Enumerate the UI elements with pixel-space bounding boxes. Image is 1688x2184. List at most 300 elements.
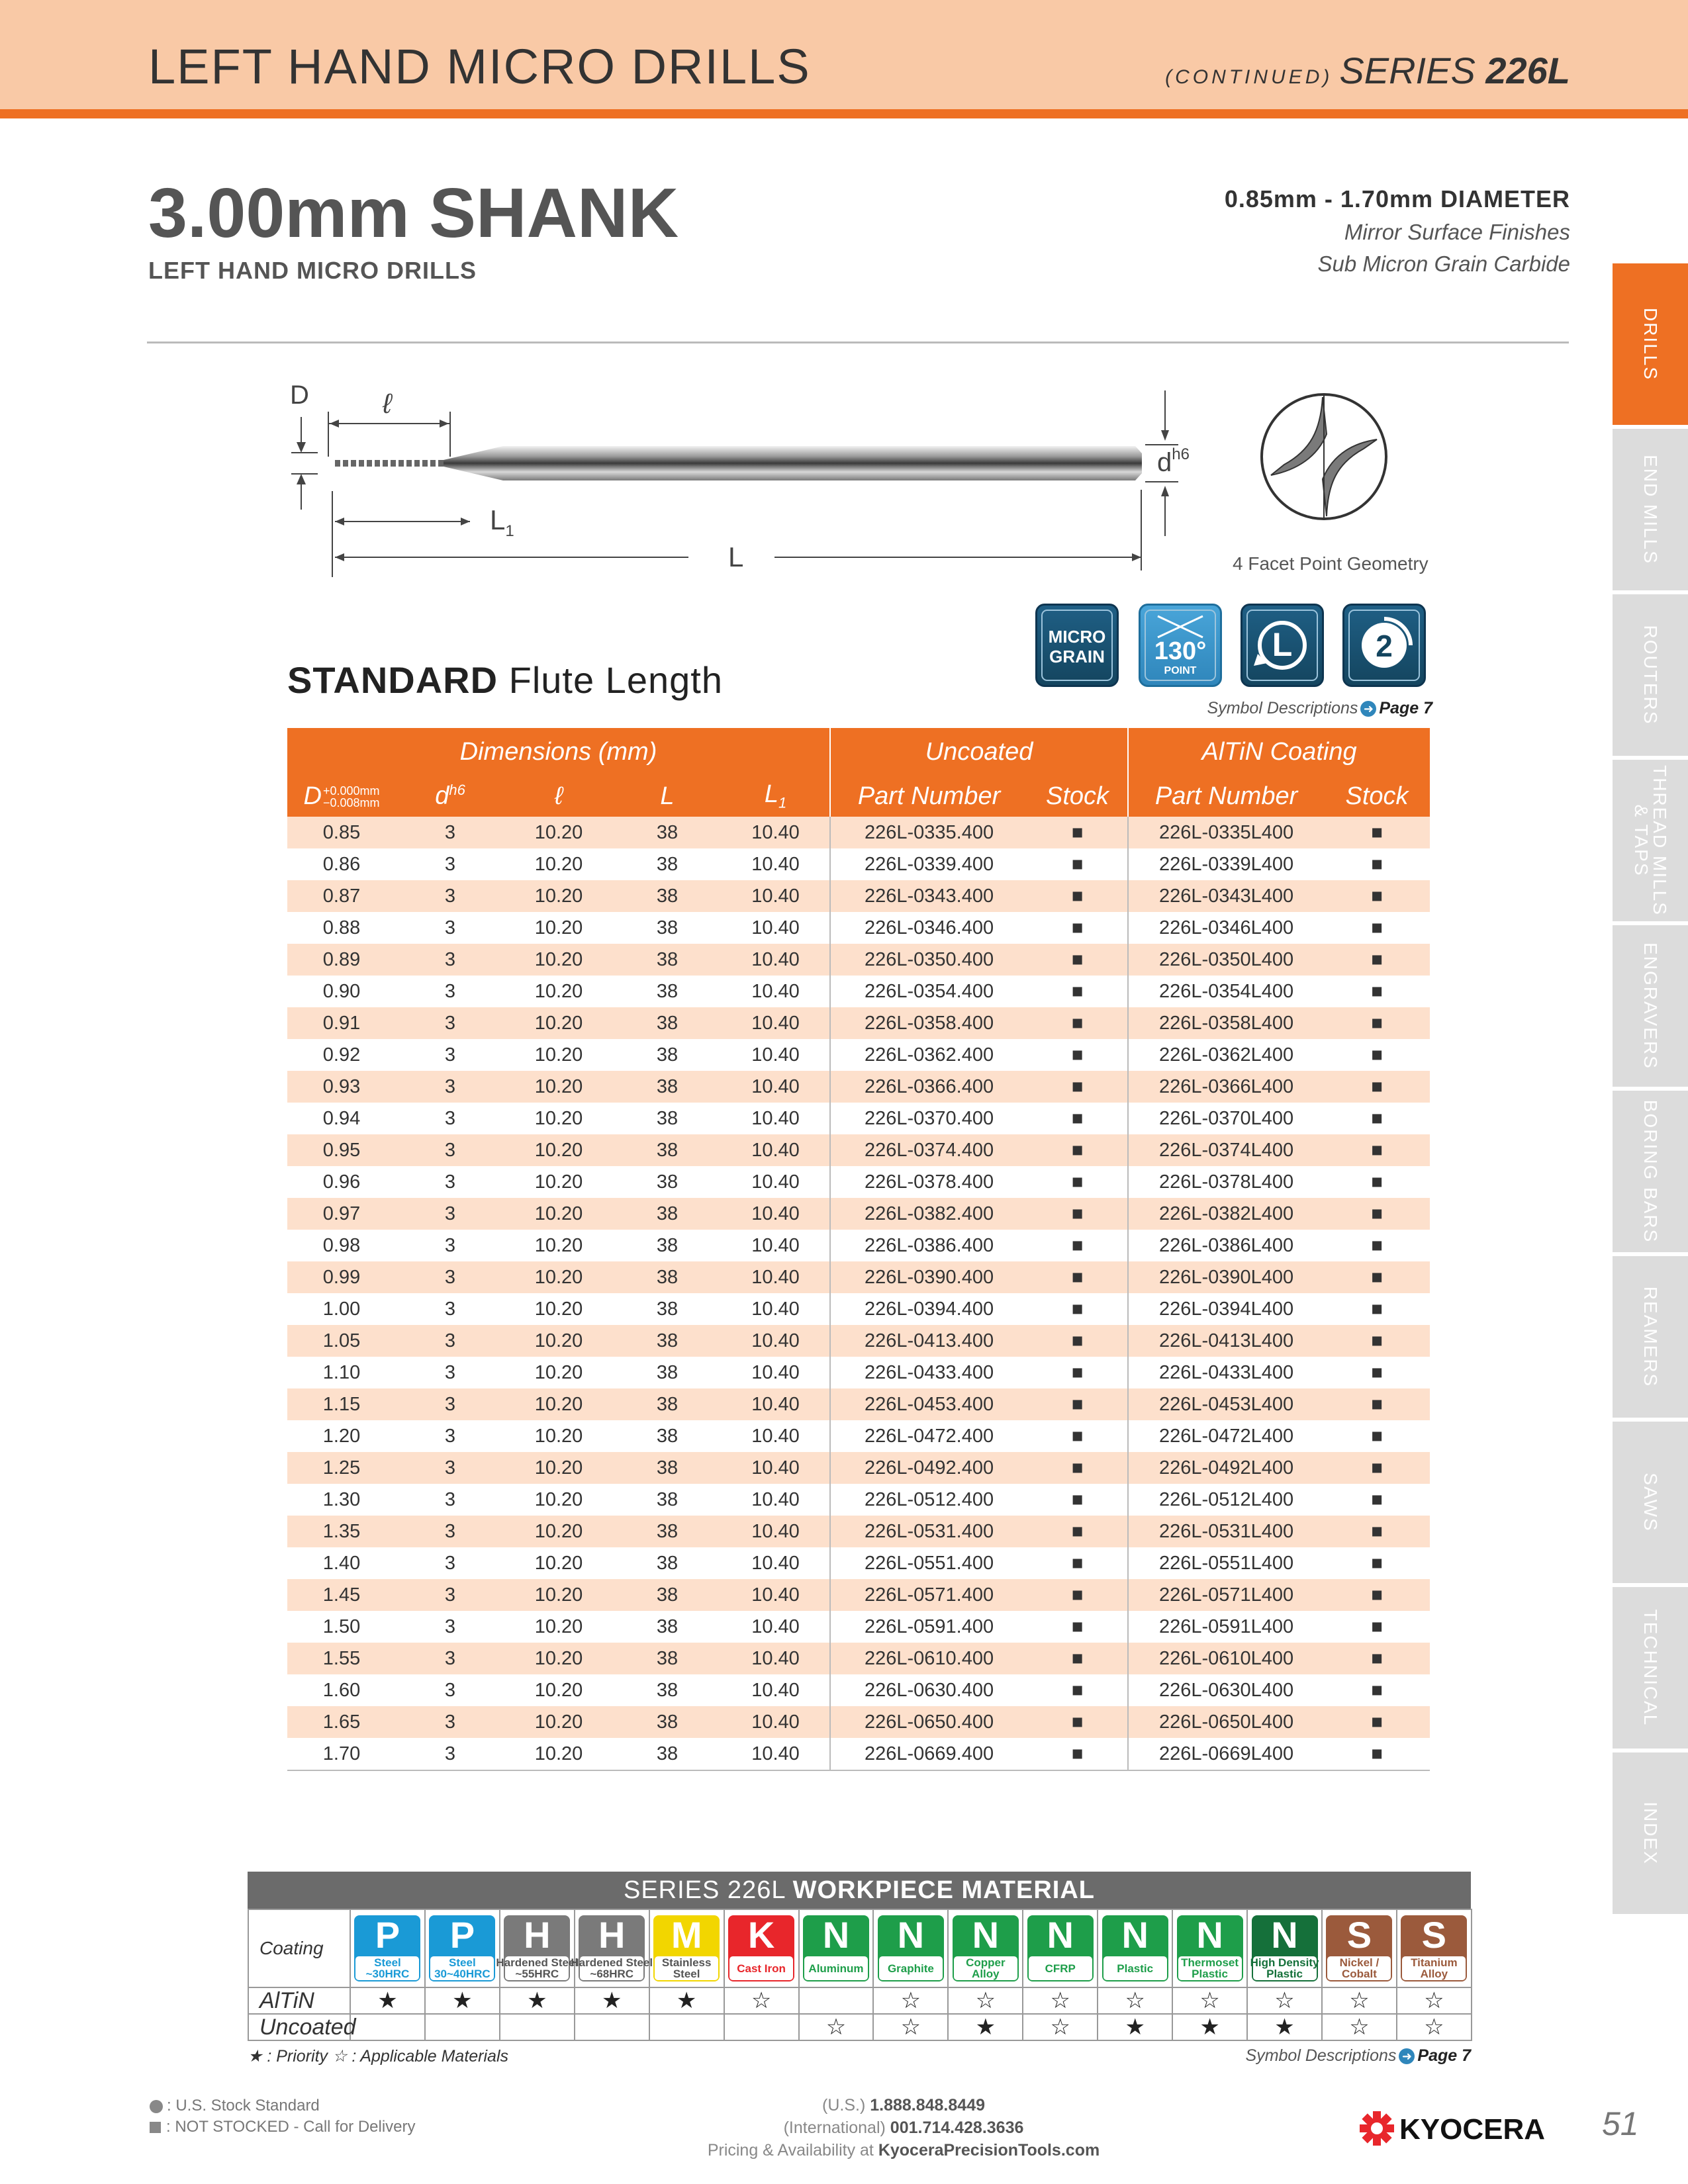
altin-rating: ★ xyxy=(500,1987,575,2014)
continued-label: (CONTINUED) xyxy=(1165,66,1333,88)
cell-L1: 10.40 xyxy=(722,1516,830,1547)
cell-d: 3 xyxy=(396,1357,504,1388)
material-letter: P xyxy=(375,1914,400,1956)
cell-l: 10.20 xyxy=(504,1293,613,1325)
material-cell xyxy=(873,1909,948,1987)
material-cell xyxy=(724,1909,799,1987)
cell-d: 3 xyxy=(396,1611,504,1643)
cell-part-altin: 226L-0413L400 xyxy=(1128,1325,1324,1357)
cell-L: 38 xyxy=(613,1674,722,1706)
cell-L1: 10.40 xyxy=(722,1166,830,1198)
cell-d: 3 xyxy=(396,1103,504,1134)
point-angle-text: 130° xyxy=(1154,637,1207,665)
cell-L: 38 xyxy=(613,1516,722,1547)
side-tab-engravers[interactable] xyxy=(1613,925,1688,1091)
cell-part-uncoated: 226L-0650.400 xyxy=(830,1706,1027,1738)
material-caption: Stainless Steel xyxy=(655,1956,718,1980)
cell-L: 38 xyxy=(613,1039,722,1071)
cell-part-altin: 226L-0433L400 xyxy=(1128,1357,1324,1388)
uncoated-rating xyxy=(724,2014,799,2040)
cell-d: 3 xyxy=(396,1579,504,1611)
side-tab-drills[interactable] xyxy=(1613,263,1688,429)
us-phone[interactable]: 1.888.848.8449 xyxy=(870,2096,985,2115)
cell-part-uncoated: 226L-0669.400 xyxy=(830,1738,1027,1770)
cell-stock-uncoated: ■ xyxy=(1027,1738,1128,1770)
cell-L: 38 xyxy=(613,944,722,976)
cell-D: 0.91 xyxy=(287,1007,396,1039)
uncoated-rating xyxy=(500,2014,575,2040)
cell-stock-uncoated: ■ xyxy=(1027,848,1128,880)
cell-stock-uncoated: ■ xyxy=(1027,1198,1128,1230)
table-row xyxy=(287,1134,1430,1166)
material-caption: Cast Iron xyxy=(729,1956,793,1980)
cell-l: 10.20 xyxy=(504,1738,613,1770)
cell-D: 0.93 xyxy=(287,1071,396,1103)
side-tab-label: INDEX xyxy=(1640,1801,1661,1865)
dim-l-label: ℓ xyxy=(383,388,392,419)
cell-D: 0.95 xyxy=(287,1134,396,1166)
cell-D: 0.87 xyxy=(287,880,396,912)
cell-part-altin: 226L-0382L400 xyxy=(1128,1198,1324,1230)
col-stock-altin: Stock xyxy=(1324,776,1430,817)
cell-D: 0.92 xyxy=(287,1039,396,1071)
cell-stock-altin: ■ xyxy=(1324,1071,1430,1103)
cell-part-uncoated: 226L-0358.400 xyxy=(830,1007,1027,1039)
circle-bullet-icon xyxy=(150,2100,163,2113)
dim-d-label: $d^{h6}$ xyxy=(1157,445,1190,477)
intl-phone[interactable]: 001.714.428.3636 xyxy=(890,2118,1024,2137)
cell-L: 38 xyxy=(613,1547,722,1579)
cell-l: 10.20 xyxy=(504,1547,613,1579)
product-rows xyxy=(287,817,1430,1770)
cell-D: 0.86 xyxy=(287,848,396,880)
cell-part-altin: 226L-0366L400 xyxy=(1128,1071,1324,1103)
altin-rating: ☆ xyxy=(724,1987,799,2014)
symbol-descriptions-link-bottom[interactable] xyxy=(1246,2046,1471,2066)
cell-part-uncoated: 226L-0453.400 xyxy=(830,1388,1027,1420)
uncoated-rating: ☆ xyxy=(1322,2014,1397,2040)
table-row xyxy=(287,1103,1430,1134)
group-altin: AlTiN Coating xyxy=(1128,728,1430,776)
cell-D: 1.10 xyxy=(287,1357,396,1388)
material-cell xyxy=(571,1909,653,1987)
cell-D: 0.85 xyxy=(287,817,396,848)
cell-d: 3 xyxy=(396,848,504,880)
cell-part-uncoated: 226L-0472.400 xyxy=(830,1420,1027,1452)
cell-part-uncoated: 226L-0531.400 xyxy=(830,1516,1027,1547)
cell-L1: 10.40 xyxy=(722,1230,830,1261)
cell-stock-uncoated: ■ xyxy=(1027,1261,1128,1293)
col-part-number-altin: Part Number xyxy=(1128,776,1324,817)
stock-standard-text: : U.S. Stock Standard xyxy=(167,2097,320,2115)
cell-part-uncoated: 226L-0366.400 xyxy=(830,1071,1027,1103)
title-divider xyxy=(147,341,1569,343)
cell-part-uncoated: 226L-0354.400 xyxy=(830,976,1027,1007)
table-row xyxy=(287,1198,1430,1230)
altin-rating xyxy=(799,1987,874,2014)
material-letter: H xyxy=(598,1914,626,1956)
cell-d: 3 xyxy=(396,1388,504,1420)
altin-rating: ☆ xyxy=(1247,1987,1322,2014)
col-d: $d^{h6}$ xyxy=(396,776,504,817)
col-L1: $L_1$ xyxy=(722,776,830,817)
symbol-descriptions-page-bottom: Page 7 xyxy=(1417,2046,1471,2065)
material-n-icon xyxy=(803,1915,869,1981)
cell-L1: 10.40 xyxy=(722,1071,830,1103)
micro-grain-text-1: MICRO xyxy=(1048,627,1106,647)
D-tolerance: +0.000mm −0.008mm xyxy=(322,784,380,810)
cell-D: 0.88 xyxy=(287,912,396,944)
symbol-descriptions-link[interactable] xyxy=(1207,699,1432,718)
material-cell xyxy=(1247,1909,1322,1987)
cell-l: 10.20 xyxy=(504,976,613,1007)
side-tab-boring-bars[interactable] xyxy=(1613,1091,1688,1256)
cell-l: 10.20 xyxy=(504,1325,613,1357)
cell-L1: 10.40 xyxy=(722,1547,830,1579)
cell-part-uncoated: 226L-0343.400 xyxy=(830,880,1027,912)
arrow-right-icon: ➜ xyxy=(1399,2048,1415,2064)
cell-part-altin: 226L-0335L400 xyxy=(1128,817,1324,848)
material-cell xyxy=(1322,1909,1397,1987)
material-caption: Steel ~30HRC xyxy=(355,1956,419,1980)
altin-rating: ☆ xyxy=(1023,1987,1098,2014)
cell-stock-altin: ■ xyxy=(1324,1134,1430,1166)
material-s-icon xyxy=(1326,1915,1392,1981)
table-row xyxy=(287,1007,1430,1039)
cell-L: 38 xyxy=(613,1325,722,1357)
two-flute-icon xyxy=(1342,604,1426,687)
cell-D: 0.94 xyxy=(287,1103,396,1134)
altin-rating: ☆ xyxy=(873,1987,948,2014)
cell-l: 10.20 xyxy=(504,1484,613,1516)
table-row xyxy=(287,1738,1430,1770)
cell-part-altin: 226L-0386L400 xyxy=(1128,1230,1324,1261)
side-tab-technical[interactable] xyxy=(1613,1587,1688,1752)
cell-stock-uncoated: ■ xyxy=(1027,1643,1128,1674)
table-row xyxy=(287,1071,1430,1103)
micro-grain-text-2: GRAIN xyxy=(1049,647,1105,666)
material-n-icon xyxy=(1102,1915,1168,1981)
material-cell xyxy=(948,1909,1023,1987)
flute-length-rest: Flute Length xyxy=(498,659,723,701)
material-cell xyxy=(1397,1909,1472,1987)
cell-stock-uncoated: ■ xyxy=(1027,1579,1128,1611)
cell-L: 38 xyxy=(613,1293,722,1325)
cell-stock-altin: ■ xyxy=(1324,1007,1430,1039)
cell-part-uncoated: 226L-0339.400 xyxy=(830,848,1027,880)
cell-D: 1.60 xyxy=(287,1674,396,1706)
material-letter: K xyxy=(747,1914,775,1956)
cell-l: 10.20 xyxy=(504,1071,613,1103)
material-cell xyxy=(649,1909,724,1987)
cell-stock-altin: ■ xyxy=(1324,848,1430,880)
material-cell xyxy=(1172,1909,1247,1987)
material-s-icon xyxy=(1401,1915,1467,1981)
side-tab-routers[interactable] xyxy=(1613,594,1688,760)
uncoated-rating: ★ xyxy=(1247,2014,1322,2040)
material-caption: Plastic xyxy=(1103,1956,1167,1980)
cell-L1: 10.40 xyxy=(722,1357,830,1388)
uncoated-rating: ☆ xyxy=(799,2014,874,2040)
cell-part-uncoated: 226L-0362.400 xyxy=(830,1039,1027,1071)
workpiece-title-bold: WORKPIECE MATERIAL xyxy=(792,1876,1096,1904)
cell-L: 38 xyxy=(613,1261,722,1293)
side-tab-index[interactable] xyxy=(1613,1752,1688,1918)
intl-phone-line: (International) 001.714.428.3636 xyxy=(783,2118,1024,2137)
cell-stock-altin: ■ xyxy=(1324,1325,1430,1357)
material-p-icon xyxy=(429,1915,495,1981)
symbol-descriptions-label: Symbol Descriptions xyxy=(1207,699,1358,717)
cell-l: 10.20 xyxy=(504,880,613,912)
cell-stock-altin: ■ xyxy=(1324,880,1430,912)
cell-l: 10.20 xyxy=(504,1643,613,1674)
cell-part-uncoated: 226L-0610.400 xyxy=(830,1643,1027,1674)
cell-L1: 10.40 xyxy=(722,1579,830,1611)
material-n-icon xyxy=(953,1915,1019,1981)
cell-L: 38 xyxy=(613,1230,722,1261)
uncoated-rating: ★ xyxy=(1172,2014,1247,2040)
dim-L1-label: $L_1$ xyxy=(490,504,514,540)
cell-D: 0.89 xyxy=(287,944,396,976)
cell-D: 0.90 xyxy=(287,976,396,1007)
side-tab-thread-mills-taps[interactable] xyxy=(1613,760,1688,925)
altin-rating: ★ xyxy=(425,1987,500,2014)
cell-L: 38 xyxy=(613,1420,722,1452)
cell-d: 3 xyxy=(396,1484,504,1516)
cell-D: 1.05 xyxy=(287,1325,396,1357)
series-code: 226L xyxy=(1485,50,1570,91)
side-tab-reamers[interactable] xyxy=(1613,1256,1688,1422)
group-uncoated: Uncoated xyxy=(830,728,1128,776)
cell-l: 10.20 xyxy=(504,1103,613,1134)
material-letter: N xyxy=(1196,1914,1223,1956)
side-tab-end-mills[interactable] xyxy=(1613,429,1688,594)
cell-d: 3 xyxy=(396,912,504,944)
table-row xyxy=(287,1547,1430,1579)
material-letter: S xyxy=(1346,1914,1372,1956)
side-tab-saws[interactable] xyxy=(1613,1422,1688,1587)
coating-label: Coating xyxy=(248,1909,350,1987)
side-tab-label: ENGRAVERS xyxy=(1640,942,1661,1069)
cell-stock-uncoated: ■ xyxy=(1027,1547,1128,1579)
cell-L1: 10.40 xyxy=(722,1103,830,1134)
cell-L1: 10.40 xyxy=(722,1039,830,1071)
cell-stock-altin: ■ xyxy=(1324,1452,1430,1484)
cell-d: 3 xyxy=(396,1261,504,1293)
cell-stock-uncoated: ■ xyxy=(1027,1357,1128,1388)
cell-L: 38 xyxy=(613,912,722,944)
cell-L1: 10.40 xyxy=(722,1674,830,1706)
cell-part-uncoated: 226L-0350.400 xyxy=(830,944,1027,976)
group-dimensions: Dimensions (mm) xyxy=(287,728,830,776)
cell-l: 10.20 xyxy=(504,1388,613,1420)
cell-D: 1.70 xyxy=(287,1738,396,1770)
cell-d: 3 xyxy=(396,1039,504,1071)
cell-L1: 10.40 xyxy=(722,1643,830,1674)
cell-D: 1.20 xyxy=(287,1420,396,1452)
cell-part-uncoated: 226L-0394.400 xyxy=(830,1293,1027,1325)
kyocera-logo xyxy=(1357,2109,1546,2148)
cell-L1: 10.40 xyxy=(722,1484,830,1516)
cell-part-uncoated: 226L-0433.400 xyxy=(830,1357,1027,1388)
cell-l: 10.20 xyxy=(504,1166,613,1198)
not-stocked-text: : NOT STOCKED - Call for Delivery xyxy=(166,2118,416,2136)
cell-l: 10.20 xyxy=(504,817,613,848)
page-number: 51 xyxy=(1602,2105,1639,2142)
cell-stock-uncoated: ■ xyxy=(1027,1166,1128,1198)
cell-part-uncoated: 226L-0335.400 xyxy=(830,817,1027,848)
cell-d: 3 xyxy=(396,1198,504,1230)
table-row xyxy=(287,944,1430,976)
cell-D: 0.96 xyxy=(287,1166,396,1198)
cell-part-altin: 226L-0374L400 xyxy=(1128,1134,1324,1166)
cell-d: 3 xyxy=(396,1134,504,1166)
cell-L1: 10.40 xyxy=(722,1293,830,1325)
cell-part-altin: 226L-0453L400 xyxy=(1128,1388,1324,1420)
cell-stock-altin: ■ xyxy=(1324,1198,1430,1230)
cell-D: 1.45 xyxy=(287,1579,396,1611)
kyocera-wordmark: KYOCERA xyxy=(1399,2113,1546,2146)
dim-L-label: L xyxy=(728,541,744,572)
workpiece-material-table xyxy=(248,1909,1472,2041)
cell-part-uncoated: 226L-0591.400 xyxy=(830,1611,1027,1643)
cell-part-altin: 226L-0492L400 xyxy=(1128,1452,1324,1484)
side-tab-label: DRILLS xyxy=(1640,307,1661,381)
cell-L1: 10.40 xyxy=(722,817,830,848)
col-D: D +0.000mm −0.008mm xyxy=(287,776,396,817)
dim-D-label: D xyxy=(290,381,309,410)
cell-part-uncoated: 226L-0378.400 xyxy=(830,1166,1027,1198)
cell-L: 38 xyxy=(613,1103,722,1134)
cell-d: 3 xyxy=(396,1674,504,1706)
material-caption: Nickel / Cobalt xyxy=(1327,1956,1391,1980)
cell-stock-altin: ■ xyxy=(1324,1388,1430,1420)
cell-stock-uncoated: ■ xyxy=(1027,944,1128,976)
website-link[interactable]: KyoceraPrecisionTools.com xyxy=(878,2141,1100,2160)
cell-l: 10.20 xyxy=(504,1420,613,1452)
cell-part-altin: 226L-0571L400 xyxy=(1128,1579,1324,1611)
table-row xyxy=(287,976,1430,1007)
table-row xyxy=(287,1516,1430,1547)
uncoated-rating xyxy=(575,2014,649,2040)
table-row xyxy=(287,912,1430,944)
cell-part-altin: 226L-0591L400 xyxy=(1128,1611,1324,1643)
cell-L: 38 xyxy=(613,1738,722,1770)
cell-stock-uncoated: ■ xyxy=(1027,880,1128,912)
cell-l: 10.20 xyxy=(504,1706,613,1738)
cell-L1: 10.40 xyxy=(722,880,830,912)
page-title: LEFT HAND MICRO DRILLS xyxy=(148,39,811,94)
point-angle-icon xyxy=(1139,604,1222,687)
cell-stock-altin: ■ xyxy=(1324,817,1430,848)
material-h-icon xyxy=(571,1914,653,1981)
material-letter: S xyxy=(1421,1914,1447,1956)
drill-shank-shape xyxy=(444,446,1142,480)
cell-l: 10.20 xyxy=(504,1198,613,1230)
table-row xyxy=(287,1357,1430,1388)
cell-stock-uncoated: ■ xyxy=(1027,1293,1128,1325)
uncoated-rating: ☆ xyxy=(1023,2014,1098,2040)
cell-d: 3 xyxy=(396,944,504,976)
material-letter: N xyxy=(822,1914,850,1956)
uncoated-rating: ☆ xyxy=(1397,2014,1472,2040)
cell-stock-uncoated: ■ xyxy=(1027,1706,1128,1738)
cell-stock-uncoated: ■ xyxy=(1027,1484,1128,1516)
uncoated-rating xyxy=(649,2014,724,2040)
cell-L: 38 xyxy=(613,817,722,848)
table-row xyxy=(287,1325,1430,1357)
altin-rating: ★ xyxy=(350,1987,425,2014)
cell-l: 10.20 xyxy=(504,1357,613,1388)
point-angle-lines-icon xyxy=(1154,614,1207,640)
cell-d: 3 xyxy=(396,817,504,848)
material-cell xyxy=(1023,1909,1098,1987)
cell-l: 10.20 xyxy=(504,1452,613,1484)
cell-D: 0.97 xyxy=(287,1198,396,1230)
us-phone-line: (U.S.) 1.888.848.8449 xyxy=(822,2096,985,2115)
cell-stock-altin: ■ xyxy=(1324,1674,1430,1706)
cell-stock-uncoated: ■ xyxy=(1027,1452,1128,1484)
cell-L: 38 xyxy=(613,1484,722,1516)
cell-part-uncoated: 226L-0571.400 xyxy=(830,1579,1027,1611)
cell-stock-altin: ■ xyxy=(1324,1643,1430,1674)
uncoated-rating: ★ xyxy=(948,2014,1023,2040)
cell-L: 38 xyxy=(613,1134,722,1166)
material-n-icon xyxy=(878,1915,944,1981)
material-caption: Titanium Alloy xyxy=(1402,1956,1466,1980)
material-caption: Aluminum xyxy=(804,1956,868,1980)
cell-stock-uncoated: ■ xyxy=(1027,817,1128,848)
cell-stock-altin: ■ xyxy=(1324,944,1430,976)
uncoated-rating xyxy=(425,2014,500,2040)
cell-part-uncoated: 226L-0551.400 xyxy=(830,1547,1027,1579)
cell-stock-uncoated: ■ xyxy=(1027,1420,1128,1452)
cell-l: 10.20 xyxy=(504,912,613,944)
side-tab-label: SAWS xyxy=(1640,1473,1661,1532)
cell-d: 3 xyxy=(396,1738,504,1770)
material-caption: CFRP xyxy=(1029,1956,1092,1980)
material-letter: N xyxy=(1121,1914,1149,1956)
cell-d: 3 xyxy=(396,1452,504,1484)
cell-L: 38 xyxy=(613,1643,722,1674)
cell-L: 38 xyxy=(613,1388,722,1420)
table-row xyxy=(287,1420,1430,1452)
cell-stock-uncoated: ■ xyxy=(1027,1134,1128,1166)
material-letter: N xyxy=(897,1914,925,1956)
cell-part-uncoated: 226L-0386.400 xyxy=(830,1230,1027,1261)
left-hand-text: L xyxy=(1272,626,1293,663)
cell-L1: 10.40 xyxy=(722,1738,830,1770)
material-m-icon xyxy=(653,1915,720,1981)
cell-D: 1.55 xyxy=(287,1643,396,1674)
cell-d: 3 xyxy=(396,1007,504,1039)
workpiece-title-prefix: SERIES 226L xyxy=(623,1876,793,1904)
cell-stock-altin: ■ xyxy=(1324,1261,1430,1293)
col-l: ℓ xyxy=(504,776,613,817)
cell-d: 3 xyxy=(396,1293,504,1325)
cell-part-altin: 226L-0362L400 xyxy=(1128,1039,1324,1071)
material-n-icon xyxy=(1252,1915,1318,1981)
uncoated-rating: ★ xyxy=(1098,2014,1172,2040)
side-tab-label: BORING BARS xyxy=(1640,1099,1661,1244)
table-row xyxy=(287,880,1430,912)
cell-L1: 10.40 xyxy=(722,1611,830,1643)
cell-d: 3 xyxy=(396,1420,504,1452)
cell-d: 3 xyxy=(396,1516,504,1547)
cell-L: 38 xyxy=(613,976,722,1007)
cell-D: 0.98 xyxy=(287,1230,396,1261)
cell-L1: 10.40 xyxy=(722,1452,830,1484)
